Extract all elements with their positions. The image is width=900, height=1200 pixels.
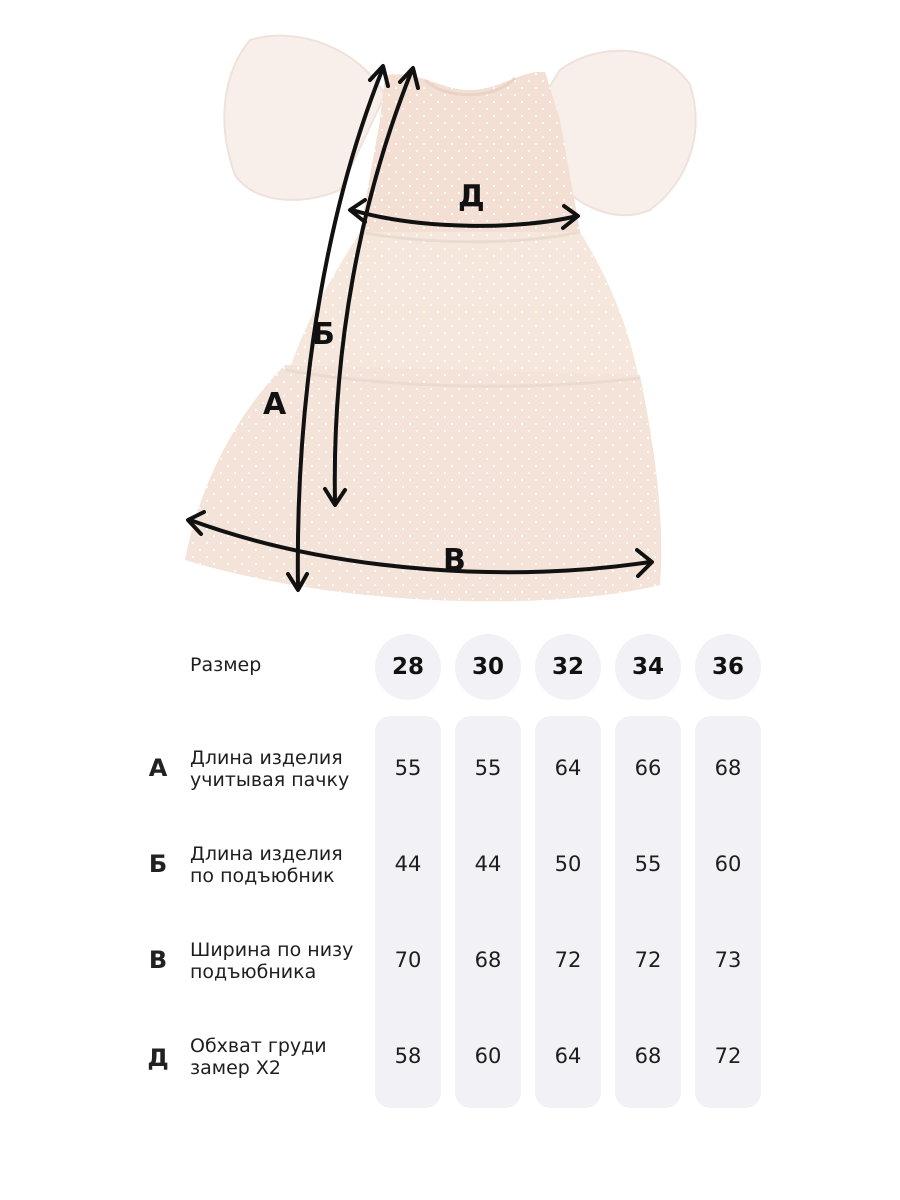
row-label-line2: подъюбника <box>190 961 317 983</box>
row-label-line1: Обхват груди <box>190 1035 327 1057</box>
value-cell: 72 <box>714 1044 742 1068</box>
size-header-label: Размер <box>190 654 262 676</box>
value-cell: 66 <box>634 756 662 780</box>
row-letter: А <box>148 754 168 782</box>
marker-d: Д <box>458 179 485 214</box>
value-cell: 72 <box>634 948 662 972</box>
dress-image <box>185 36 696 602</box>
row-label-line2: учитывая пачку <box>190 769 350 791</box>
value-cell: 68 <box>634 1044 662 1068</box>
row-letter: В <box>148 946 168 974</box>
value-cell: 60 <box>474 1044 502 1068</box>
value-cell: 55 <box>394 756 422 780</box>
size-header-34: 34 <box>615 634 681 700</box>
value-cell: 72 <box>554 948 582 972</box>
row-label-line1: Длина изделия <box>190 843 343 865</box>
row-label-line1: Ширина по низу <box>190 939 354 961</box>
value-cell: 73 <box>714 948 742 972</box>
value-cell: 50 <box>554 852 582 876</box>
marker-v: В <box>443 543 466 578</box>
marker-b: Б <box>312 317 335 352</box>
value-cell: 44 <box>394 852 422 876</box>
value-cell: 55 <box>474 756 502 780</box>
size-header-28: 28 <box>375 634 441 700</box>
value-cell: 58 <box>394 1044 422 1068</box>
size-header-32: 32 <box>535 634 601 700</box>
value-cell: 64 <box>554 1044 582 1068</box>
row-letter: Б <box>148 850 168 878</box>
value-cell: 68 <box>474 948 502 972</box>
value-cell: 60 <box>714 852 742 876</box>
value-cell: 44 <box>474 852 502 876</box>
marker-a: А <box>263 387 287 422</box>
row-letter: Д <box>147 1044 169 1072</box>
size-header-36: 36 <box>695 634 761 700</box>
row-label-line1: Длина изделия <box>190 747 343 769</box>
value-cell: 70 <box>394 948 422 972</box>
row-label-line2: по подъюбник <box>190 865 335 887</box>
row-label-line2: замер Х2 <box>190 1057 281 1079</box>
value-cell: 64 <box>554 756 582 780</box>
value-cell: 68 <box>714 756 742 780</box>
value-cell: 55 <box>634 852 662 876</box>
size-header-30: 30 <box>455 634 521 700</box>
